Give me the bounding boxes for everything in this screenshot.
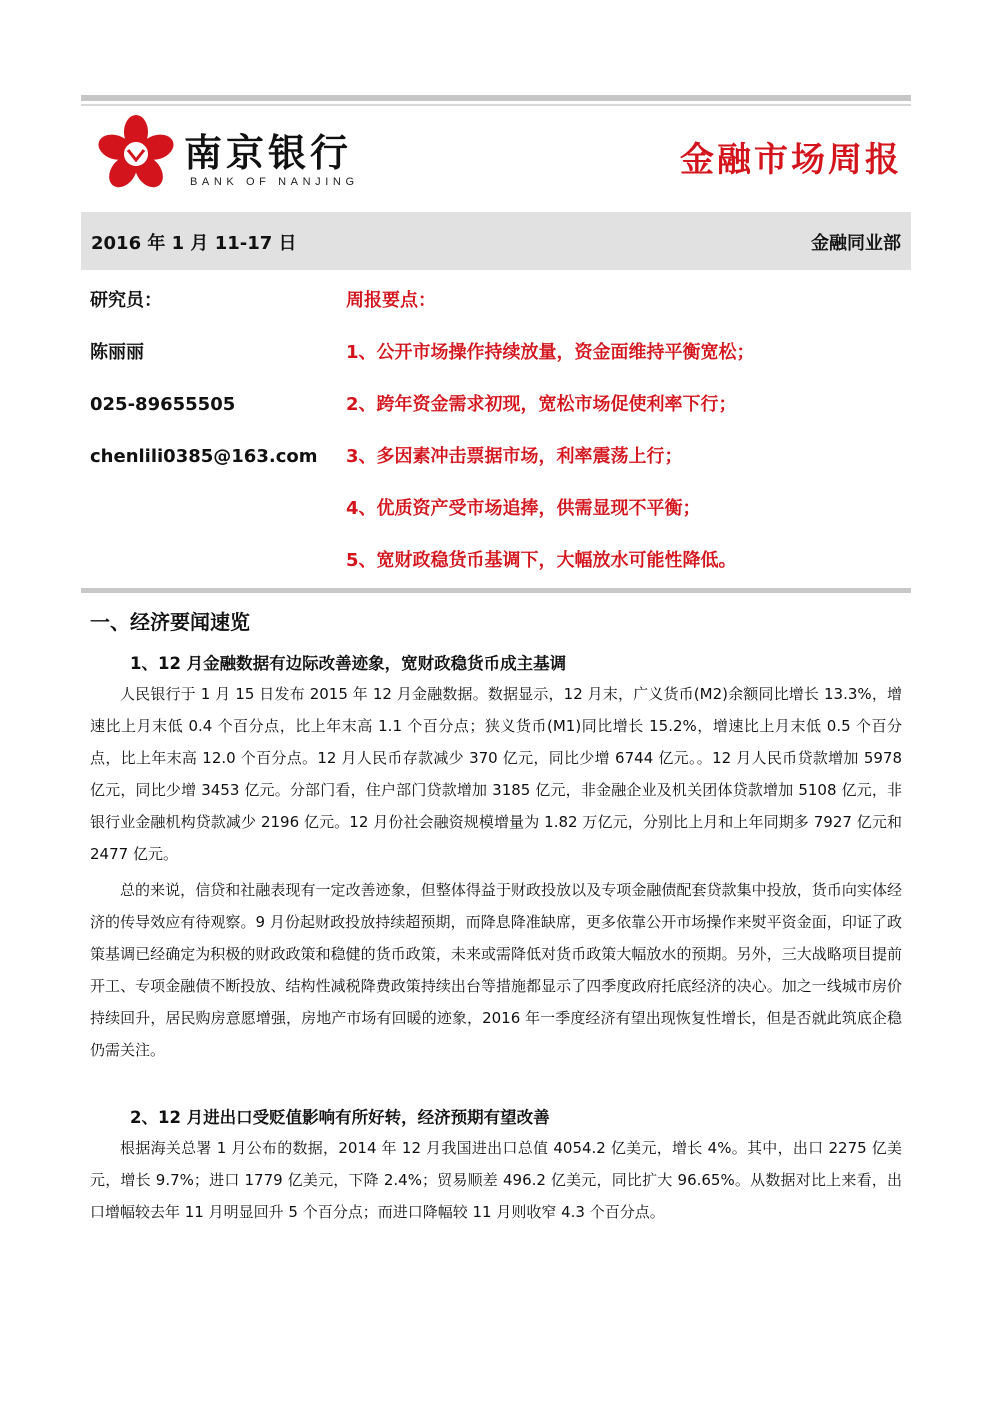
subsection-title-1: 1、12 月金融数据有边际改善迹象，宽财政稳货币成主基调 (130, 654, 567, 673)
bank-name-cn: 南京银行 (184, 130, 353, 175)
section-divider (81, 588, 911, 593)
flower-logo-icon (96, 114, 176, 194)
highlights-label: 周报要点： (346, 290, 436, 311)
highlight-item: 2、跨年资金需求初现，宽松市场促使利率下行； (346, 394, 737, 415)
highlight-item: 3、多因素冲击票据市场，利率震荡上行； (346, 446, 683, 467)
report-title: 金融市场周报 (680, 140, 902, 180)
paragraph-1: 人民银行于 1 月 15 日发布 2015 年 12 月金融数据。数据显示，12 月末，广义货币(M2)余额同比增长 13.3%，增速比上月末低 0.4 个百分点，比上年末高 1.1 个百分点；狭义货币(M1)同比增长 15.2%，增速比上月末低 0.5 个百分点，比上年末高 12.0 个百分点。12 月人民币存款减少 370 亿元，同比少增 6744 亿元。。12 月人民币贷款增加 5978 亿元，同比少增 3453 亿元。分部门看，住户部门贷款增加 3185 亿元，非金融企业及机关团体贷款增加 5108 亿元，非银行业金融机构贷款减少 2196 亿元。12 月份社会融资规模增量为 1.82 万亿元，分别比上月和上年同期多 7927 亿元和 2477 亿元。 (90, 685, 902, 863)
highlight-item: 4、优质资产受市场追捧，供需显现不平衡； (346, 498, 701, 519)
highlights (346, 288, 911, 600)
department: 金融同业部 (811, 233, 901, 254)
paragraph-2: 总的来说，信贷和社融表现有一定改善迹象，但整体得益于财政投放以及专项金融债配套贷款集中投放，货币向实体经济的传导效应有待观察。9 月份起财政投放持续超预期，而降息降准缺席，更多依靠公开市场操作来熨平资金面，印证了政策基调已经确定为积极的财政政策和稳健的货币政策，未来或需降低对货币政策大幅放水的预期。另外，三大战略项目提前开工、专项金融债不断投放、结构性减税降费政策持续出台等措施都显示了四季度政府托底经济的决心。加之一线城市房价持续回升，居民购房意愿增强，房地产市场有回暖的迹象，2016 年一季度经济有望出现恢复性增长，但是否就此筑底企稳仍需关注。 (90, 881, 902, 1059)
date-bar (81, 212, 911, 270)
researcher-email: chenlili0385@163.com (90, 446, 318, 467)
bank-name-en: BANK OF NANJING (190, 176, 359, 188)
report-date: 2016 年 1 月 11-17 日 (91, 233, 297, 254)
highlight-item: 1、公开市场操作持续放量，资金面维持平衡宽松； (346, 342, 755, 363)
researcher-name: 陈丽丽 (90, 342, 144, 363)
paragraph-3: 根据海关总署 1 月公布的数据，2014 年 12 月我国进出口总值 4054.2 亿美元，增长 4%。其中，出口 2275 亿美元，增长 9.7%；进口 1779 亿美元，下降 2.4%；贸易顺差 496.2 亿美元，同比扩大 96.65%。从数据对比上来看，出口增幅较去年 11 月明显回升 5 个百分点；而进口降幅较 11 月则收窄 4.3 个百分点。 (90, 1139, 902, 1221)
subsection-title-2: 2、12 月进出口受贬值影响有所好转，经济预期有望改善 (130, 1108, 550, 1127)
top-rule (81, 95, 911, 101)
researcher-phone: 025-89655505 (90, 394, 236, 415)
bank-logo (96, 114, 376, 200)
researcher-label: 研究员： (90, 290, 162, 311)
top-rule-thin (81, 104, 911, 106)
highlight-item: 5、宽财政稳货币基调下，大幅放水可能性降低。 (346, 550, 737, 571)
section-title: 一、经济要闻速览 (90, 610, 250, 634)
researcher-info (90, 288, 340, 496)
